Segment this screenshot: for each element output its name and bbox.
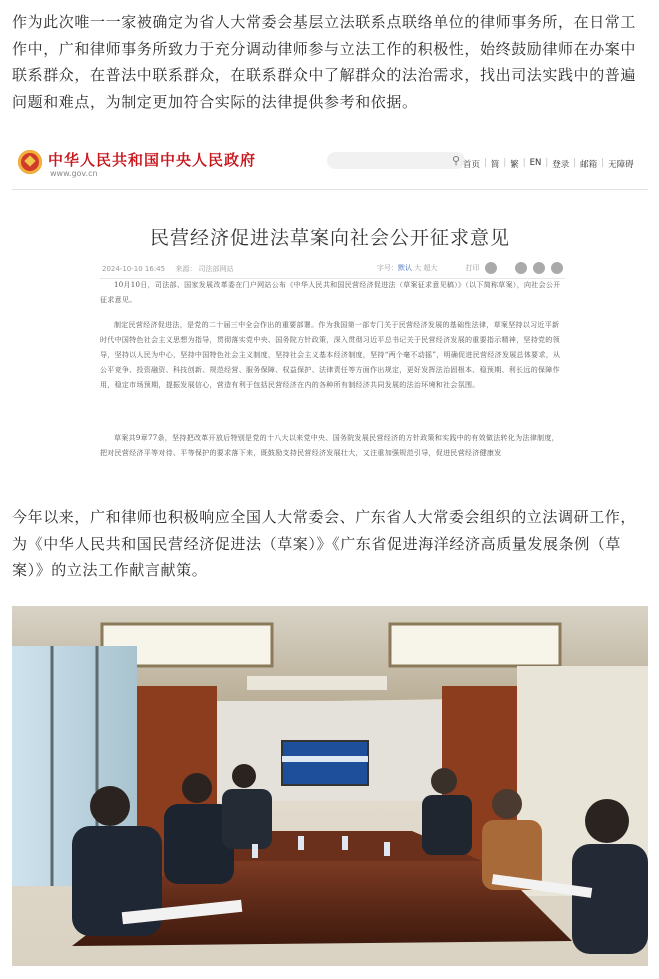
meeting-room-illustration [12, 606, 648, 966]
gov-site-name: 中华人民共和国中央人民政府 [48, 151, 257, 169]
font-size-label: 字号： [377, 264, 398, 272]
article-paragraph-1: 作为此次唯一一家被确定为省人大常委会基层立法联系点联络单位的律师事务所，在日常工作中，广和律师事务所致力于充分调动律师参与立法工作的积极性，始终鼓励律师在办案中联系群众，在普法中联系群众，在联系群众中了解群众的法治需求，找出司法实践中的普遍问题和难点，为制定更加符合实际的法律提供参考和依据。 [12, 13, 637, 111]
gov-website-screenshot [12, 131, 648, 474]
gov-article-tools [377, 262, 563, 274]
search-icon: ⚲ [451, 154, 460, 167]
font-size-xlarge: 超大 [423, 264, 438, 272]
gov-search-box [327, 152, 465, 169]
qzone-share-icon [551, 262, 563, 274]
nav-mail: 邮箱 [580, 160, 598, 170]
gov-article-meta [102, 264, 242, 274]
print-icon [485, 262, 497, 274]
nav-accessibility: 无障碍 [608, 160, 634, 170]
print-label: 打印 [465, 264, 480, 272]
nav-english: EN [529, 158, 542, 168]
gov-site-url: www.gov.cn [50, 169, 98, 178]
gov-article-date: 2024-10-10 16:45 [102, 265, 166, 273]
nav-simplified: 简 [490, 160, 500, 170]
national-emblem-icon [18, 150, 42, 174]
gov-site-header [12, 131, 648, 190]
nav-login: 登录 [552, 160, 570, 170]
font-size-large: 大 [414, 264, 422, 272]
gov-top-nav: 首页 | 简 | 繁 | EN | 登录 | 邮箱 | 无障碍 [463, 158, 634, 170]
nav-traditional: 繁 [510, 160, 519, 170]
meeting-photo [12, 606, 648, 966]
gov-article-paragraph-3: 草案共9章77条，坚持把改革开放后特别是党的十八大以来党中央、国务院发展民营经济的方针政策和实践中的有效做法转化为法律制度，把对民营经济平等对待、平等保护的要求落下来，既鼓励支持民营经济发展壮大，又注重加强规范引导，促进民营经济健康发 [100, 434, 559, 457]
gov-article-paragraph-2: 制定民营经济促进法，是党的二十届三中全会作出的重要部署。作为我国第一部专门关于民营经济发展的基础性法律，草案坚持以习近平新时代中国特色社会主义思想为指导，贯彻落实党中央、国务院方针政策，深入贯彻习近平总书记关于民营经济发展的重要指示精神，坚持党的领导，坚持以人民为中心，坚持中国特色社会主义制度，坚持社会主义基本经济制度，坚持“两个毫不动摇”，明确促进民营经济发展总体要求，从公平竞争、投资融资、科技创新、规范经营、服务保障、权益保护、法律责任等方面作出规定，更好发挥法治固根本、稳预期、利长远的保障作用，稳定市场预期，提振发展信心，营造有利于包括民营经济在内的各种所有制经济共同发展的法治环境和社会氛围。 [100, 321, 561, 389]
article-paragraph-2: 今年以来，广和律师也积极响应全国人大常委会、广东省人大常委会组织的立法调研工作，为《中华人民共和国民营经济促进法（草案）》《广东省促进海洋经济高质量发展条例（草案）》的立法工作献言献策。 [12, 508, 637, 579]
nav-home: 首页 [463, 160, 481, 170]
weibo-share-icon [533, 262, 545, 274]
gov-article-title: 民营经济促进法草案向社会公开征求意见 [149, 227, 510, 249]
gov-article-source: 来源： 司法部网站 [175, 265, 234, 273]
wechat-share-icon [515, 262, 527, 274]
gov-article-paragraph-1: 10月10日，司法部、国家发展改革委在门户网站公布《中华人民共和国民营经济促进法（草案征求意见稿）》（以下简称草案），向社会公开征求意见。 [100, 281, 561, 304]
font-size-default: 默认 [398, 264, 412, 272]
